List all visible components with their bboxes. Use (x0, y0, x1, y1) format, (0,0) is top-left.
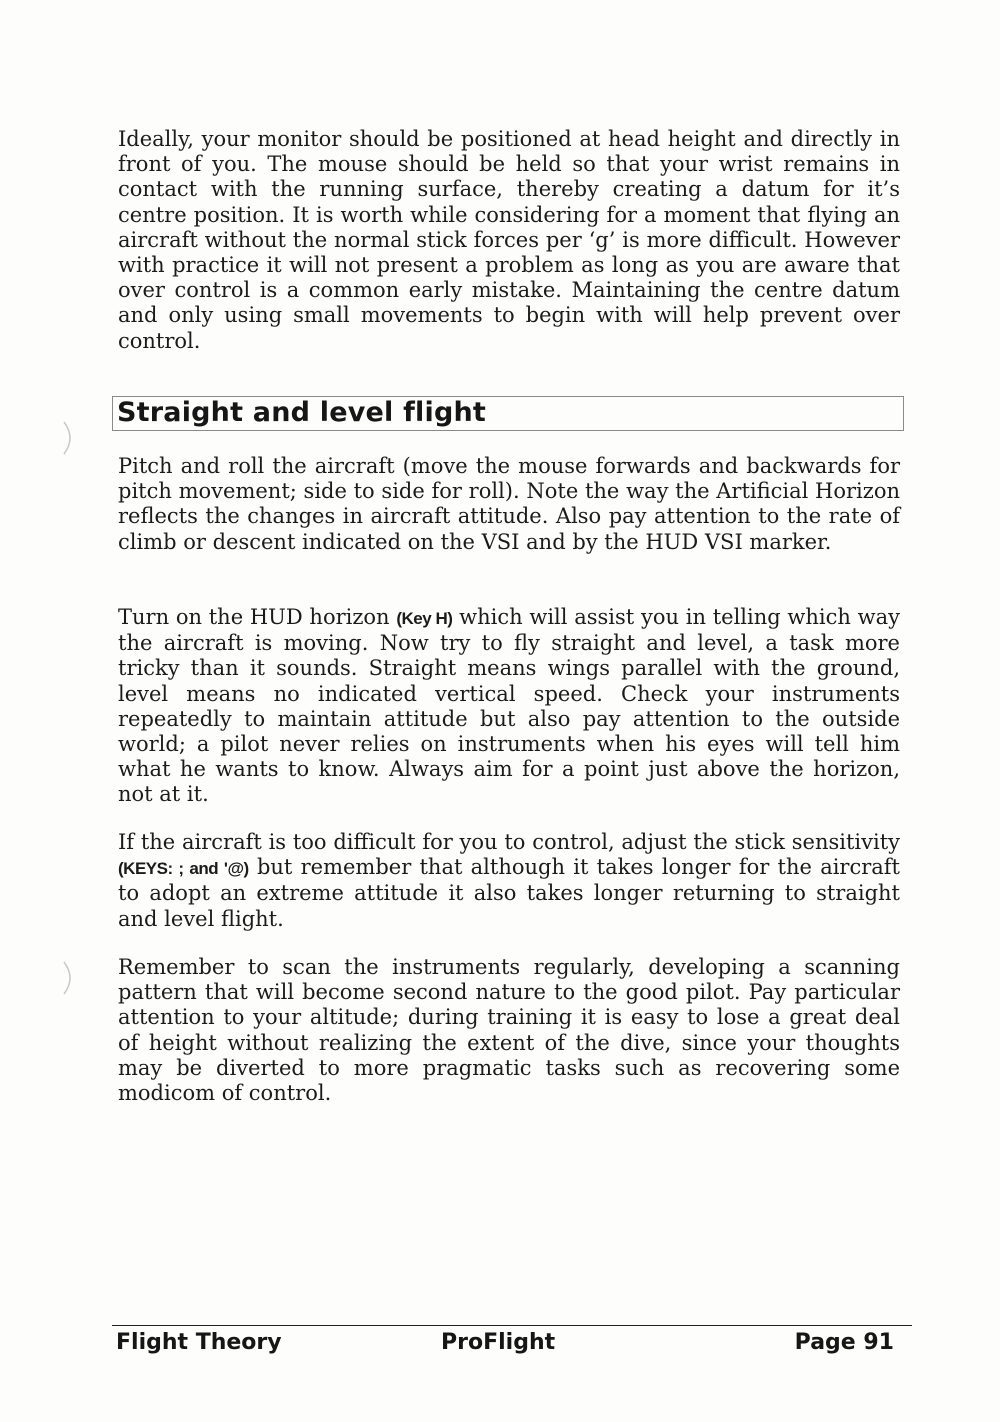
key-h-hint: (Key H) (396, 609, 453, 628)
paragraph-pitch-roll: Pitch and roll the aircraft (move the mouse forwards and backwards for pitch movement; side to side for roll). Note the way the Artificial Horizon reflects the changes in aircraft attitude. Also pay attention to the rate of climb or descent indicated on the VSI and by the HUD VSI marker. (118, 454, 900, 554)
section-heading: Straight and level flight (117, 397, 487, 428)
intro-paragraph: Ideally, your monitor should be positioned at head height and directly in front of you. The mouse should be held so that your wrist remains in contact with the running surface, thereby creating a datum for it’s centre position. It is worth while considering for a moment that flying an aircraft without the normal stick forces per ‘g’ is more difficult. However with practice it will not present a problem as long as you are aware that over control is a common early mistake. Maintaining the centre datum and only using small movements to begin with will help prevent over control. (118, 127, 900, 353)
paragraph-stick-sensitivity-rest: but remember that although it takes longer for the aircraft to adopt an extreme attitude it also takes longer returning to straight and level flight. (118, 855, 900, 931)
paragraph-hud-horizon (118, 605, 900, 808)
footer-rule (112, 1325, 912, 1326)
paragraph-stick-sensitivity-start: If the aircraft is too difficult for you to control, adjust the stick sensitivity (118, 830, 900, 854)
paragraph-hud-horizon-start: Turn on the HUD horizon (118, 605, 397, 629)
binder-hole-mark-top (58, 418, 80, 458)
footer-product-name: ProFlight (441, 1330, 556, 1355)
footer-page-number: Page 91 (794, 1330, 894, 1355)
binder-hole-mark-bottom (58, 958, 80, 998)
paragraph-hud-horizon-rest: which will assist you in telling which way the aircraft is moving. Now try to fly straight and level, a task more tricky than it sounds. Straight means wings parallel with the ground, level means no indicated vertical speed. Check your instruments repeatedly to maintain attitude but also pay attention to the outside world; a pilot never relies on instruments when his eyes will tell him what he wants to know. Always aim for a point just above the horizon, not at it. (118, 605, 901, 807)
paragraph-scan-instruments: Remember to scan the instruments regularly, developing a scanning pattern that will become second nature to the good pilot. Pay particular attention to your altitude; during training it is easy to lose a great deal of height without realizing the extent of the dive, since your thoughts may be diverted to more pragmatic tasks such as recovering some modicom of control. (118, 955, 900, 1106)
footer-section-name: Flight Theory (116, 1330, 282, 1355)
sensitivity-keys-hint: (KEYS: ; and '@) (118, 859, 249, 879)
paragraph-stick-sensitivity (118, 830, 900, 932)
